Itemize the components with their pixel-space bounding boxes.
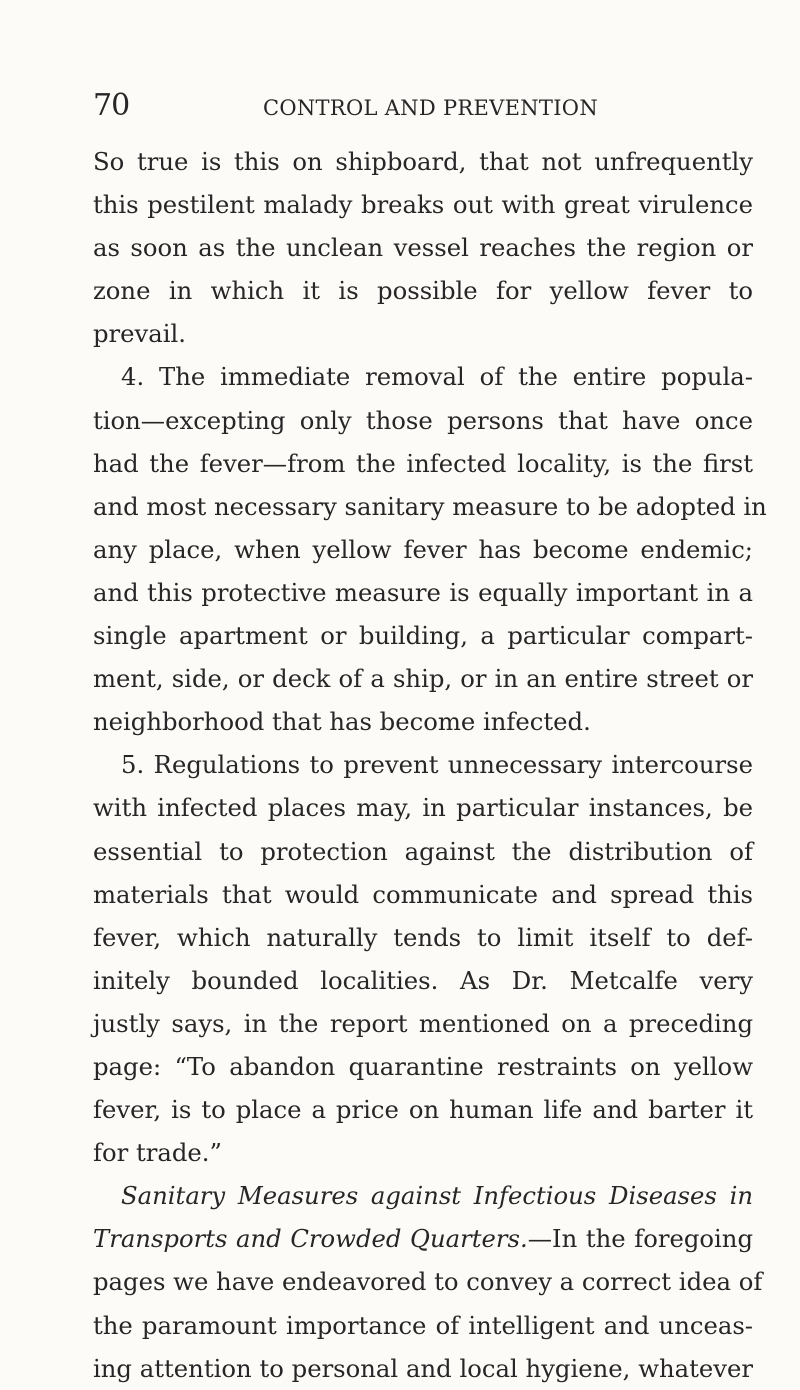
text-line: fever, is to place a price on human life and barter it <box>93 1095 753 1125</box>
text-line: ment, side, or deck of a ship, or in an entire street or <box>93 664 753 694</box>
text-line: this pestilent malady breaks out with great virulence <box>93 190 753 220</box>
text-line: as soon as the unclean vessel reaches the region or <box>93 233 753 263</box>
text-line: essential to protection against the distribution of <box>93 836 753 866</box>
text-line: materials that would communicate and spread this <box>93 879 753 909</box>
text-line: page: “To abandon quarantine restraints on yellow <box>93 1051 753 1081</box>
text-line: 5. Regulations to prevent unnecessary intercourse <box>121 750 753 780</box>
section-heading-line: Transports and Crowded Quarters.—In the foregoing <box>93 1224 753 1254</box>
text-line: justly says, in the report mentioned on a preceding <box>93 1008 753 1038</box>
text-line: single apartment or building, a particular compart- <box>93 621 753 651</box>
text-line: neighborhood that has become infected. <box>93 707 591 737</box>
text-line: zone in which it is possible for yellow fever to <box>93 276 753 306</box>
page-number: 70 <box>93 88 130 123</box>
page-header <box>93 90 748 130</box>
text-line: any place, when yellow fever has become endemic; <box>93 534 753 564</box>
body-text <box>93 140 767 1390</box>
text-line: the paramount importance of intelligent and unceas- <box>93 1310 753 1340</box>
section-heading-line: Sanitary Measures against Infectious Diseases in <box>121 1181 753 1211</box>
text-line: and most necessary sanitary measure to be adopted in <box>93 491 767 521</box>
text-line: for trade.” <box>93 1138 222 1168</box>
text-line: with infected places may, in particular instances, be <box>93 793 753 823</box>
text-line: So true is this on shipboard, that not unfrequently <box>93 147 753 176</box>
text-line: ing attention to personal and local hygiene, whatever <box>93 1353 753 1383</box>
text-line: initely bounded localities. As Dr. Metcalfe very <box>93 965 753 995</box>
running-head: CONTROL AND PREVENTION <box>263 96 599 120</box>
text-line: tion—excepting only those persons that have once <box>93 405 753 435</box>
text-line: 4. The immediate removal of the entire popula- <box>121 362 753 392</box>
text-line: had the fever—from the infected locality, is the first <box>93 448 753 478</box>
text-line: prevail. <box>93 319 187 349</box>
text-line: pages we have endeavored to convey a correct idea of <box>93 1267 763 1297</box>
text-line: and this protective measure is equally important in a <box>93 577 753 607</box>
text-line: fever, which naturally tends to limit itself to def- <box>93 922 753 952</box>
